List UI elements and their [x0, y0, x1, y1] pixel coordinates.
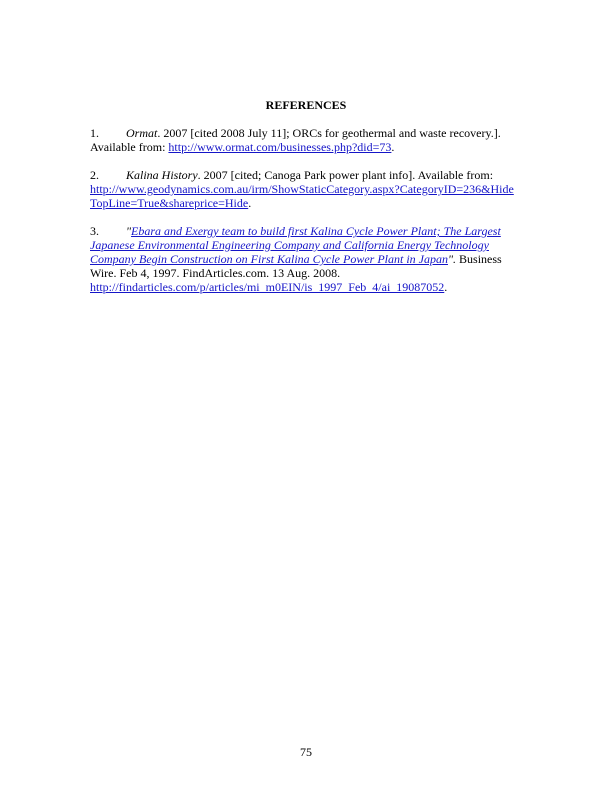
reference-line — [90, 182, 522, 196]
references-heading: REFERENCES — [265, 98, 347, 112]
reference-title: Ormat — [126, 126, 158, 140]
reference-line — [90, 224, 522, 238]
page-number: 75 — [300, 745, 312, 759]
reference-item-2 — [90, 168, 522, 210]
reference-link-continued[interactable]: TopLine=True&shareprice=Hide — [90, 196, 249, 210]
reference-line — [90, 238, 522, 252]
reference-line — [90, 168, 522, 182]
reference-link[interactable]: http://www.ormat.com/businesses.php?did=73 — [168, 140, 392, 154]
reference-line — [90, 140, 522, 154]
reference-title-link[interactable]: Ebara and Exergy team to build first Kalina Cycle Power Plant; The Largest — [131, 224, 501, 238]
reference-text: . 2007 [cited; Canoga Park power plant info]. Available from: — [197, 168, 494, 182]
reference-title-link[interactable]: Japanese Environmental Engineering Company and California Energy Technology — [90, 238, 489, 252]
reference-title-link[interactable]: Company Begin Construction on First Kalina Cycle Power Plant in Japan — [90, 252, 448, 266]
reference-quote-close: ". — [447, 252, 457, 266]
reference-item-1 — [90, 126, 522, 154]
reference-text: . — [248, 196, 252, 210]
reference-text: . 2007 [cited 2008 July 11]; ORCs for geothermal and waste recovery.]. — [157, 126, 501, 140]
reference-quote-open: " — [126, 224, 132, 238]
reference-line — [90, 252, 522, 266]
reference-number: 2. — [90, 168, 99, 182]
reference-line — [90, 280, 522, 294]
reference-text: Business — [456, 252, 502, 266]
reference-number: 1. — [90, 126, 99, 140]
reference-line — [90, 126, 522, 140]
reference-line — [90, 196, 522, 210]
reference-text: . — [444, 280, 448, 294]
reference-link[interactable]: http://www.geodynamics.com.au/irm/ShowStaticCategory.aspx?CategoryID=236&Hide — [90, 182, 514, 196]
reference-title: Kalina History — [126, 168, 198, 182]
reference-line — [90, 266, 522, 280]
reference-text: Available from: — [90, 140, 169, 154]
reference-text: Wire. Feb 4, 1997. FindArticles.com. 13 Aug. 2008. — [90, 266, 341, 280]
reference-link[interactable]: http://findarticles.com/p/articles/mi_m0EIN/is_1997_Feb_4/ai_19087052 — [90, 280, 445, 294]
reference-number: 3. — [90, 224, 99, 238]
reference-text: . — [391, 140, 395, 154]
reference-item-3 — [90, 224, 522, 294]
